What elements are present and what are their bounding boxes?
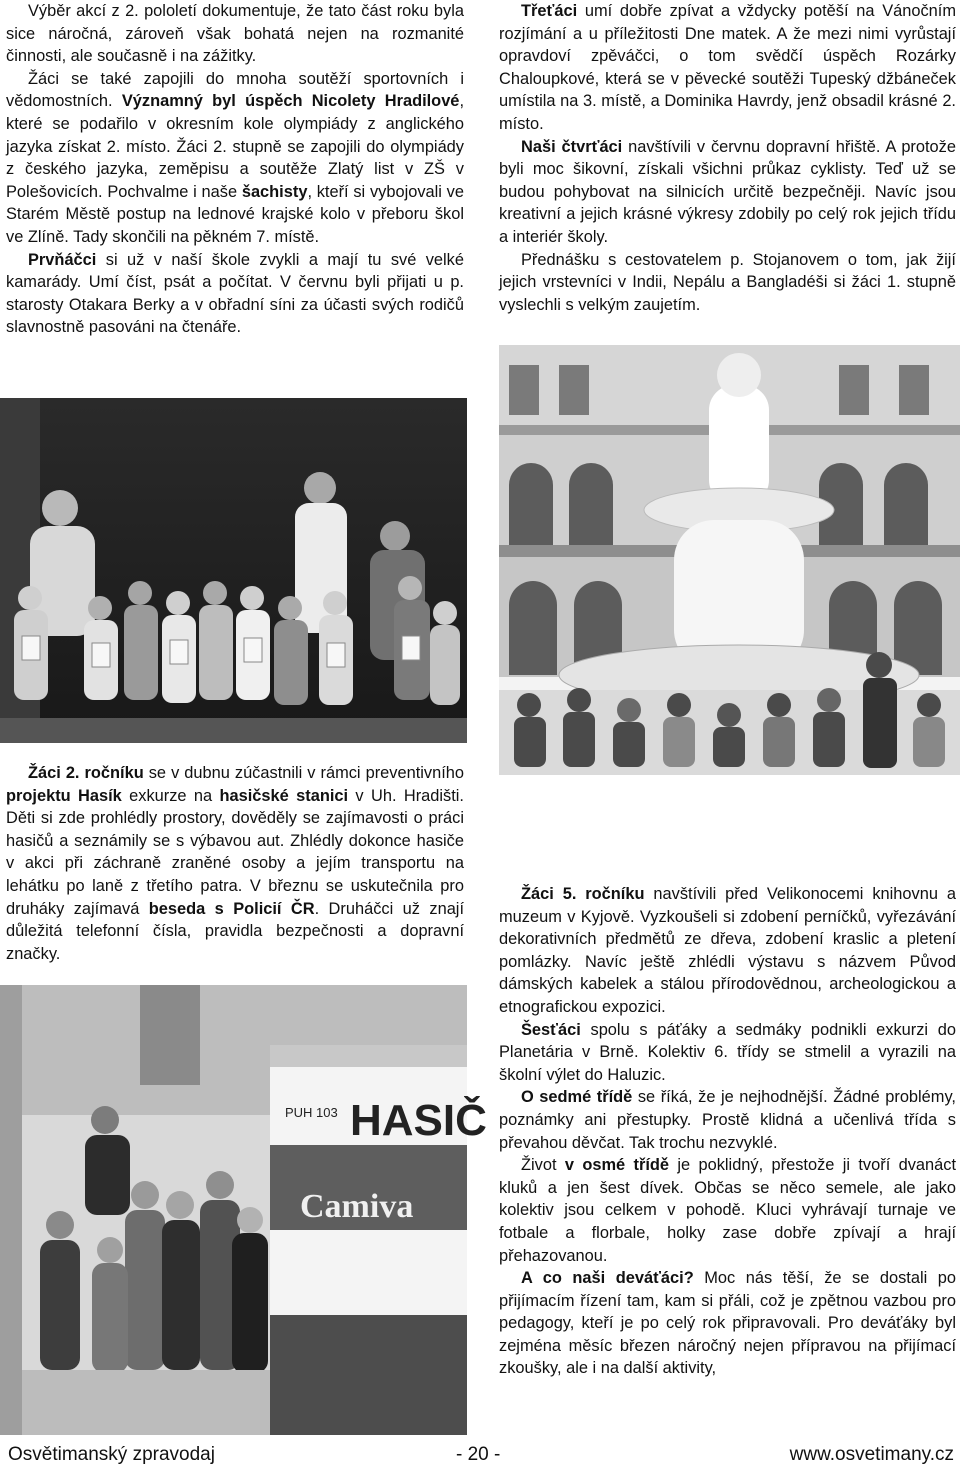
text: je poklidný, přestože ji tvoří dvanáct kluků a jen šest dívek. Občas se něco semele, ale jako kolektiv jsou celkem v pohodě. Kluci vyhrávají turnaje ve fotbale a florbale, holky zase dobře zpívají a hrají přehazovanou.: [499, 1156, 957, 1265]
highlight-devataci: A co naši deváťáci?: [521, 1269, 694, 1288]
highlight-projekt-hasik: projektu Hasík: [6, 786, 122, 805]
paragraph-prednaska: [499, 249, 956, 317]
photo-fire-station: [0, 985, 487, 1435]
page-footer: [0, 1440, 960, 1475]
highlight-sestaci: Šesťáci: [521, 1020, 581, 1039]
paragraph-intro: [6, 0, 464, 68]
paragraph-osma-trida: [499, 1154, 956, 1267]
paragraph-ctvrtaci: [499, 136, 956, 249]
highlight-beseda-policie: beseda s Policií ČR: [148, 899, 315, 918]
text: si už v naší škole zvykli a mají tu své velké kamarády. Umí číst, psát a počítat. V červnu byli přijati u p. starosty Otakara Berky a v obřadní síni za účasti svých rodičů slavnostně pasováni na čtenáře.: [6, 250, 464, 337]
footer-page-number: - 20 -: [456, 1444, 501, 1465]
photo-courtyard-fountain: [499, 345, 960, 775]
highlight-zaci-2: Žáci 2.: [28, 764, 85, 782]
highlight-osma-trida: v osmé třídě: [564, 1156, 670, 1175]
truck-plate-text: PUH 103: [285, 1105, 338, 1120]
text: spolu s páťáky a sedmáky podnikli exkurzi do Planetária v Brně. Kolektiv 6. třídy se stmelil a vyrazili na školní výlet do Haluzic.: [499, 1020, 956, 1084]
text: Přednášku s cestovatelem p. Stojanovem o tom, jak žijí jejich vrstevníci v Indii, Nepálu a Bangladéši si žáci 1. stupně vyslechli s velkým zaujetím.: [499, 250, 956, 314]
highlight-tretaci: Třeťáci: [521, 2, 578, 20]
paragraph-prvnacci: [6, 249, 464, 339]
text: navštívili v červnu dopravní hřiště. A protože byli moc šikovní, získali všichni průkaz cyklisty. Teď už se budou pohybovat na silnicích určitě bezpečněji. Navíc jsou kreativní a jejich krásné výkresy zdobily po celý rok jejich třídu a interiér školy.: [499, 137, 956, 246]
highlight-sedma-trida: O sedmé třídě: [521, 1088, 633, 1107]
highlight-rocniku: ročníku: [84, 764, 144, 782]
paragraph-devataci: [499, 1267, 956, 1380]
truck-brand-text: Camiva: [300, 1188, 414, 1225]
article-left-top: [6, 0, 464, 339]
paragraph-tretaci: [499, 0, 956, 136]
footer-publication-name: Osvětimanský zpravodaj: [8, 1444, 215, 1465]
photo-children-group: [0, 398, 467, 743]
text: Moc nás těší, že se dostali po přijímacím řízení tam, kam si přáli, což je zpětnou vazbou pro pedagogy, kteří je po celý rok připravovali. Pro deváťáky byl zejména měsíc březen náročný nejen přípravou na přijímací zkoušky, ale i na další aktivity,: [499, 1269, 956, 1378]
highlight-hasicska-stanice: hasičské stanici: [219, 786, 349, 805]
text: se říká, že je nejhodnější. Žádné problémy, poznámky ani přestupky. Prostě klidná a učenlivá třída s převahou děvčat. Tak trochu nezvyklé.: [499, 1088, 956, 1152]
text: umí dobře zpívat a vždycky potěší na Vánočním rozjímání a u příležitosti Dne matek. A že mezi nimi vyrůstají opravdoví zpěváčci, o tom svědčí úspěch Rozárky Chaloupkové, která se v pěvecké soutěži Tupeský džbáneček umístila na 3. místě, a Dominika Havrdy, jenž obsadil krásné 2. místo.: [499, 2, 956, 133]
text: se v dubnu zúčastnili v rámci preventivního: [143, 764, 465, 782]
text: navštívili před Velikonocemi knihovnu a muzeum v Kyjově. Vyzkoušeli si zdobení perníčků, vyřezávání dekorativních předmětů ze dřeva, zdobení kraslic a pletení pomlázky. Navíc ještě zhlédli výstavu s názvem Původ dámských kabelek a stálou přírodovědnou, archeologickou a etnografickou expozici.: [499, 885, 956, 1016]
paragraph-pataci: [499, 883, 956, 1019]
text: exkurze na: [121, 786, 220, 805]
paragraph-competitions: [6, 68, 464, 249]
text: , které se podařilo v okresním kole olympiády z anglického jazyka získat 2. místo. Žáci 2. stupně se zapojili do olympiády z českého jazyka, zeměpisu a soutěže Zlatý list v ZŠ v Polešovicích. Pochvalme i naše: [6, 92, 464, 201]
truck-hasic-text: HASIČ: [350, 1096, 487, 1145]
paragraph-hasik: [6, 762, 464, 965]
paragraph-sedma-trida: [499, 1086, 956, 1154]
article-right-bottom: [499, 883, 956, 1380]
text: , kteří si vybojovali ve Starém Městě postup na lednové krajské kolo v přeboru škol ve Zlíně. Tady skončili na pěkném 7. místě.: [6, 182, 464, 246]
highlight-zaci-5: Žáci 5. ročníku: [521, 885, 645, 903]
text-intro: Výběr akcí z 2. pololetí dokumentuje, že tato část roku byla sice náročná, zároveň však bohatá nejen na rozmanité činnosti, ale současně i na zážitky.: [6, 2, 464, 66]
highlight-prvnacci: Prvňáčci: [28, 250, 97, 269]
highlight-sachisty: šachisty: [241, 182, 308, 201]
highlight-hradilova: Významný byl úspěch Nicolety Hradilové: [121, 92, 460, 111]
paragraph-sestaci: [499, 1019, 956, 1087]
text: Žáci se také zapojili do mnoha soutěží sportovních i vědomostních.: [6, 69, 464, 111]
text: v Uh. Hradišti. Děti si zde prohlédly prostory, dověděly se zajímavosti o práci hasičů a seznámily se s výbavou aut. Zhlédly dokonce hasiče v akci při záchraně zraněné osoby a jejím transportu na lehátku po laně z třetího patra. V březnu se uskutečnila pro druháky zajímavá: [6, 786, 464, 918]
highlight-ctvrtaci: Naši čtvrťáci: [521, 137, 623, 156]
article-right-top: [499, 0, 956, 316]
text: . Druháčci už znají důležitá telefonní čísla, pravidla bezpečnosti a dopravní značky.: [6, 899, 465, 963]
footer-website: www.osvetimany.cz: [789, 1444, 954, 1465]
text: Život: [521, 1156, 565, 1175]
article-left-mid: [6, 762, 464, 965]
